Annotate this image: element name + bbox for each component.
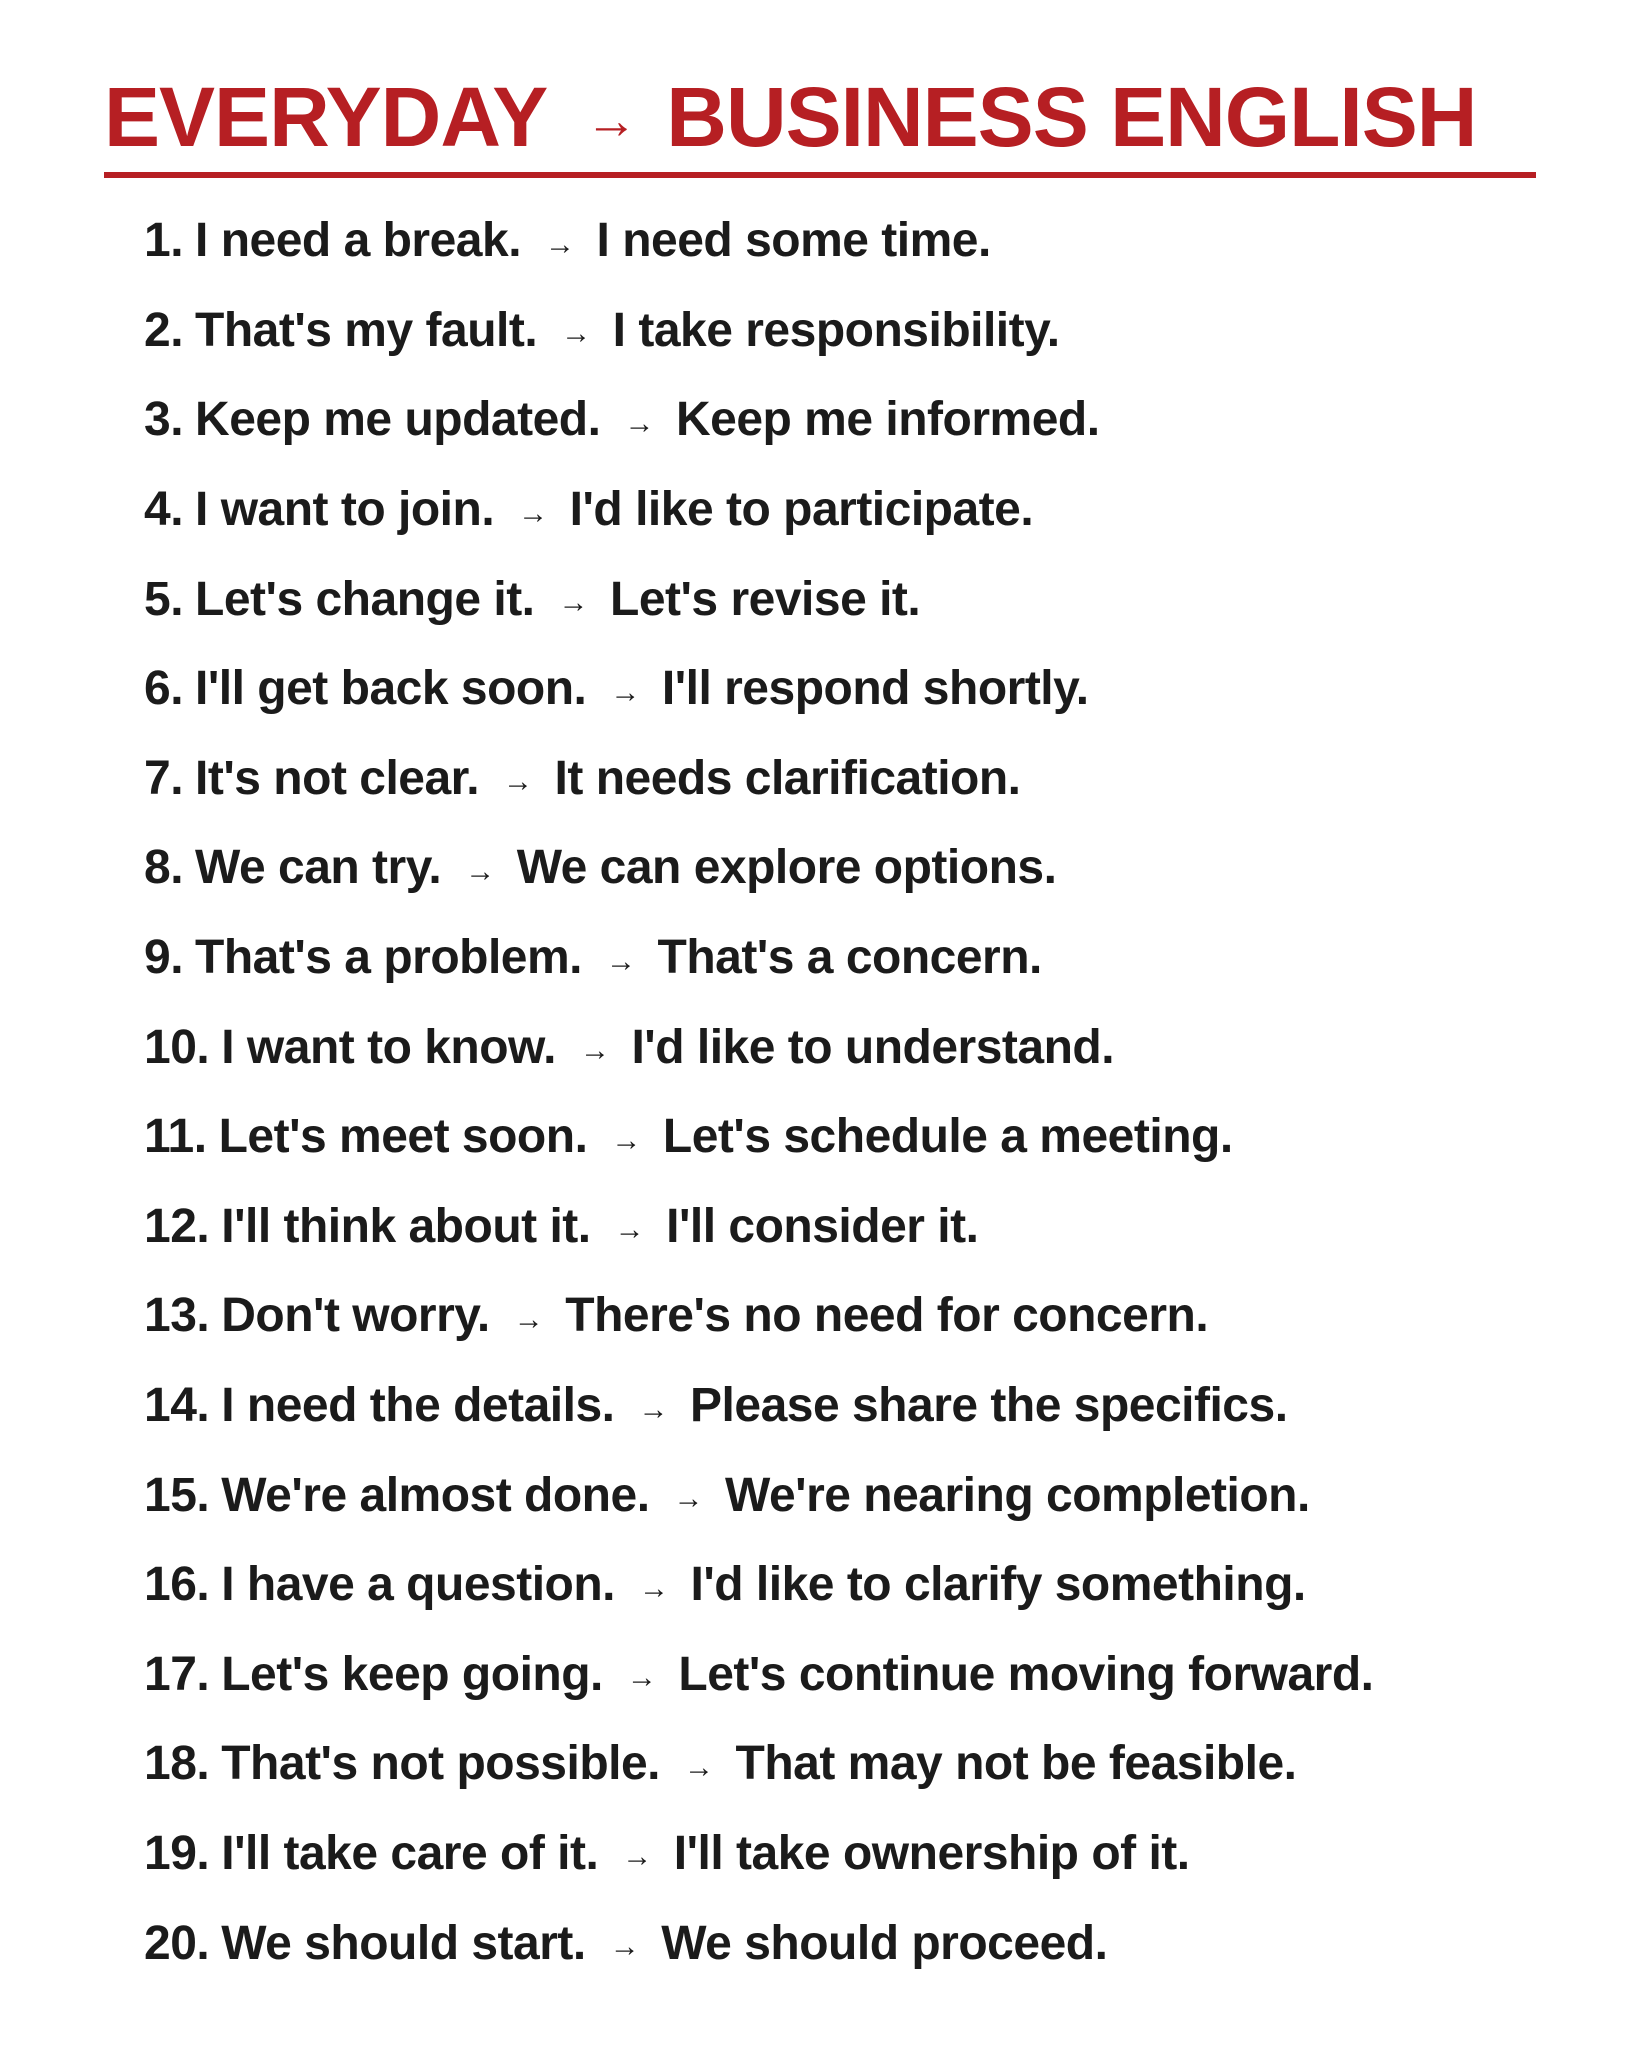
title-everyday: EVERYDAY bbox=[104, 69, 548, 164]
list-item bbox=[144, 1002, 1584, 1092]
arrow-right-icon: → bbox=[513, 1302, 544, 1336]
arrow-right-icon: → bbox=[606, 944, 636, 978]
list-item bbox=[144, 823, 1584, 913]
list-item bbox=[144, 375, 1584, 465]
arrow-right-icon: → bbox=[673, 1482, 704, 1516]
item-number: 6. bbox=[144, 662, 184, 716]
everyday-phrase: Let's meet soon. bbox=[218, 1110, 588, 1164]
everyday-phrase: Let's keep going. bbox=[221, 1647, 603, 1701]
business-phrase: We can explore options. bbox=[516, 841, 1057, 895]
item-number: 12. bbox=[144, 1199, 210, 1253]
business-phrase: Let's continue moving forward. bbox=[678, 1647, 1374, 1701]
everyday-phrase: Let's change it. bbox=[195, 572, 535, 626]
item-number: 1. bbox=[144, 214, 184, 268]
title-business-english: BUSINESS ENGLISH bbox=[666, 69, 1477, 164]
list-item bbox=[144, 1630, 1584, 1720]
business-phrase: Keep me informed. bbox=[675, 393, 1100, 447]
everyday-phrase: I'll get back soon. bbox=[195, 662, 587, 716]
everyday-phrase: We're almost done. bbox=[221, 1468, 650, 1522]
everyday-phrase: Keep me updated. bbox=[195, 393, 601, 447]
business-phrase: I'd like to clarify something. bbox=[690, 1558, 1306, 1612]
everyday-phrase: We can try. bbox=[195, 841, 442, 895]
everyday-phrase: I need the details. bbox=[221, 1379, 615, 1433]
everyday-phrase: We should start. bbox=[221, 1916, 586, 1970]
business-phrase: Let's schedule a meeting. bbox=[662, 1110, 1233, 1164]
list-item bbox=[144, 1540, 1584, 1630]
business-phrase: We should proceed. bbox=[661, 1916, 1108, 1970]
list-item bbox=[144, 734, 1584, 824]
business-phrase: We're nearing completion. bbox=[725, 1468, 1310, 1522]
item-number: 16. bbox=[144, 1558, 210, 1612]
title-arrow-icon: → bbox=[585, 92, 637, 150]
business-phrase: It needs clarification. bbox=[554, 751, 1021, 805]
list-item bbox=[144, 1719, 1584, 1809]
business-phrase: I need some time. bbox=[596, 214, 991, 268]
arrow-right-icon: → bbox=[518, 496, 548, 530]
item-number: 9. bbox=[144, 931, 184, 985]
item-number: 7. bbox=[144, 751, 184, 805]
arrow-right-icon: → bbox=[638, 1392, 669, 1426]
everyday-phrase: I'll take care of it. bbox=[221, 1826, 599, 1880]
item-number: 17. bbox=[144, 1647, 210, 1701]
business-phrase: There's no need for concern. bbox=[565, 1289, 1209, 1343]
list-item bbox=[144, 1361, 1584, 1451]
list-item bbox=[144, 644, 1584, 734]
everyday-phrase: I need a break. bbox=[195, 214, 522, 268]
arrow-right-icon: → bbox=[545, 227, 575, 261]
everyday-phrase: I'll think about it. bbox=[221, 1199, 591, 1253]
item-number: 14. bbox=[144, 1379, 210, 1433]
business-phrase: That may not be feasible. bbox=[735, 1737, 1297, 1791]
business-phrase: I'll take ownership of it. bbox=[673, 1826, 1190, 1880]
arrow-right-icon: → bbox=[503, 765, 533, 799]
business-phrase: Please share the specifics. bbox=[690, 1379, 1288, 1433]
phrase-list bbox=[144, 196, 1584, 1988]
list-item bbox=[144, 554, 1584, 644]
arrow-right-icon: → bbox=[684, 1750, 714, 1784]
item-number: 5. bbox=[144, 572, 184, 626]
business-phrase: I take responsibility. bbox=[612, 303, 1060, 357]
item-number: 3. bbox=[144, 393, 184, 447]
everyday-phrase: I want to join. bbox=[195, 483, 495, 537]
item-number: 10. bbox=[144, 1020, 210, 1074]
arrow-right-icon: → bbox=[639, 1571, 669, 1605]
arrow-right-icon: → bbox=[609, 1930, 640, 1964]
arrow-right-icon: → bbox=[624, 406, 654, 440]
item-number: 20. bbox=[144, 1916, 210, 1970]
arrow-right-icon: → bbox=[611, 1123, 641, 1157]
business-phrase: I'd like to participate. bbox=[569, 483, 1034, 537]
item-number: 19. bbox=[144, 1826, 210, 1880]
business-phrase: Let's revise it. bbox=[610, 572, 921, 626]
list-item bbox=[144, 913, 1584, 1003]
item-number: 13. bbox=[144, 1289, 210, 1343]
item-number: 2. bbox=[144, 303, 184, 357]
business-phrase: That's a concern. bbox=[657, 931, 1042, 985]
list-item bbox=[144, 1450, 1584, 1540]
everyday-phrase: That's not possible. bbox=[221, 1737, 661, 1791]
item-number: 11. bbox=[144, 1110, 207, 1164]
item-number: 4. bbox=[144, 483, 184, 537]
list-item bbox=[144, 286, 1584, 376]
list-item bbox=[144, 1092, 1584, 1182]
arrow-right-icon: → bbox=[561, 317, 591, 351]
everyday-phrase: That's my fault. bbox=[195, 303, 538, 357]
everyday-phrase: That's a problem. bbox=[195, 931, 583, 985]
list-item bbox=[144, 1271, 1584, 1361]
list-item bbox=[144, 465, 1584, 555]
business-phrase: I'll consider it. bbox=[666, 1199, 979, 1253]
business-phrase: I'd like to understand. bbox=[631, 1020, 1115, 1074]
page-title bbox=[104, 62, 1536, 178]
list-item bbox=[144, 1809, 1584, 1899]
arrow-right-icon: → bbox=[465, 854, 495, 888]
arrow-right-icon: → bbox=[579, 1034, 610, 1068]
list-item bbox=[144, 1182, 1584, 1272]
arrow-right-icon: → bbox=[614, 1213, 645, 1247]
arrow-right-icon: → bbox=[610, 675, 640, 709]
item-number: 8. bbox=[144, 841, 184, 895]
business-phrase: I'll respond shortly. bbox=[661, 662, 1089, 716]
everyday-phrase: Don't worry. bbox=[221, 1289, 490, 1343]
item-number: 15. bbox=[144, 1468, 210, 1522]
everyday-phrase: I want to know. bbox=[221, 1020, 556, 1074]
everyday-phrase: It's not clear. bbox=[195, 751, 480, 805]
arrow-right-icon: → bbox=[558, 586, 589, 620]
item-number: 18. bbox=[144, 1737, 210, 1791]
list-item bbox=[144, 196, 1584, 286]
arrow-right-icon: → bbox=[626, 1661, 657, 1695]
arrow-right-icon: → bbox=[622, 1840, 652, 1874]
everyday-phrase: I have a question. bbox=[221, 1558, 616, 1612]
list-item bbox=[144, 1898, 1584, 1988]
